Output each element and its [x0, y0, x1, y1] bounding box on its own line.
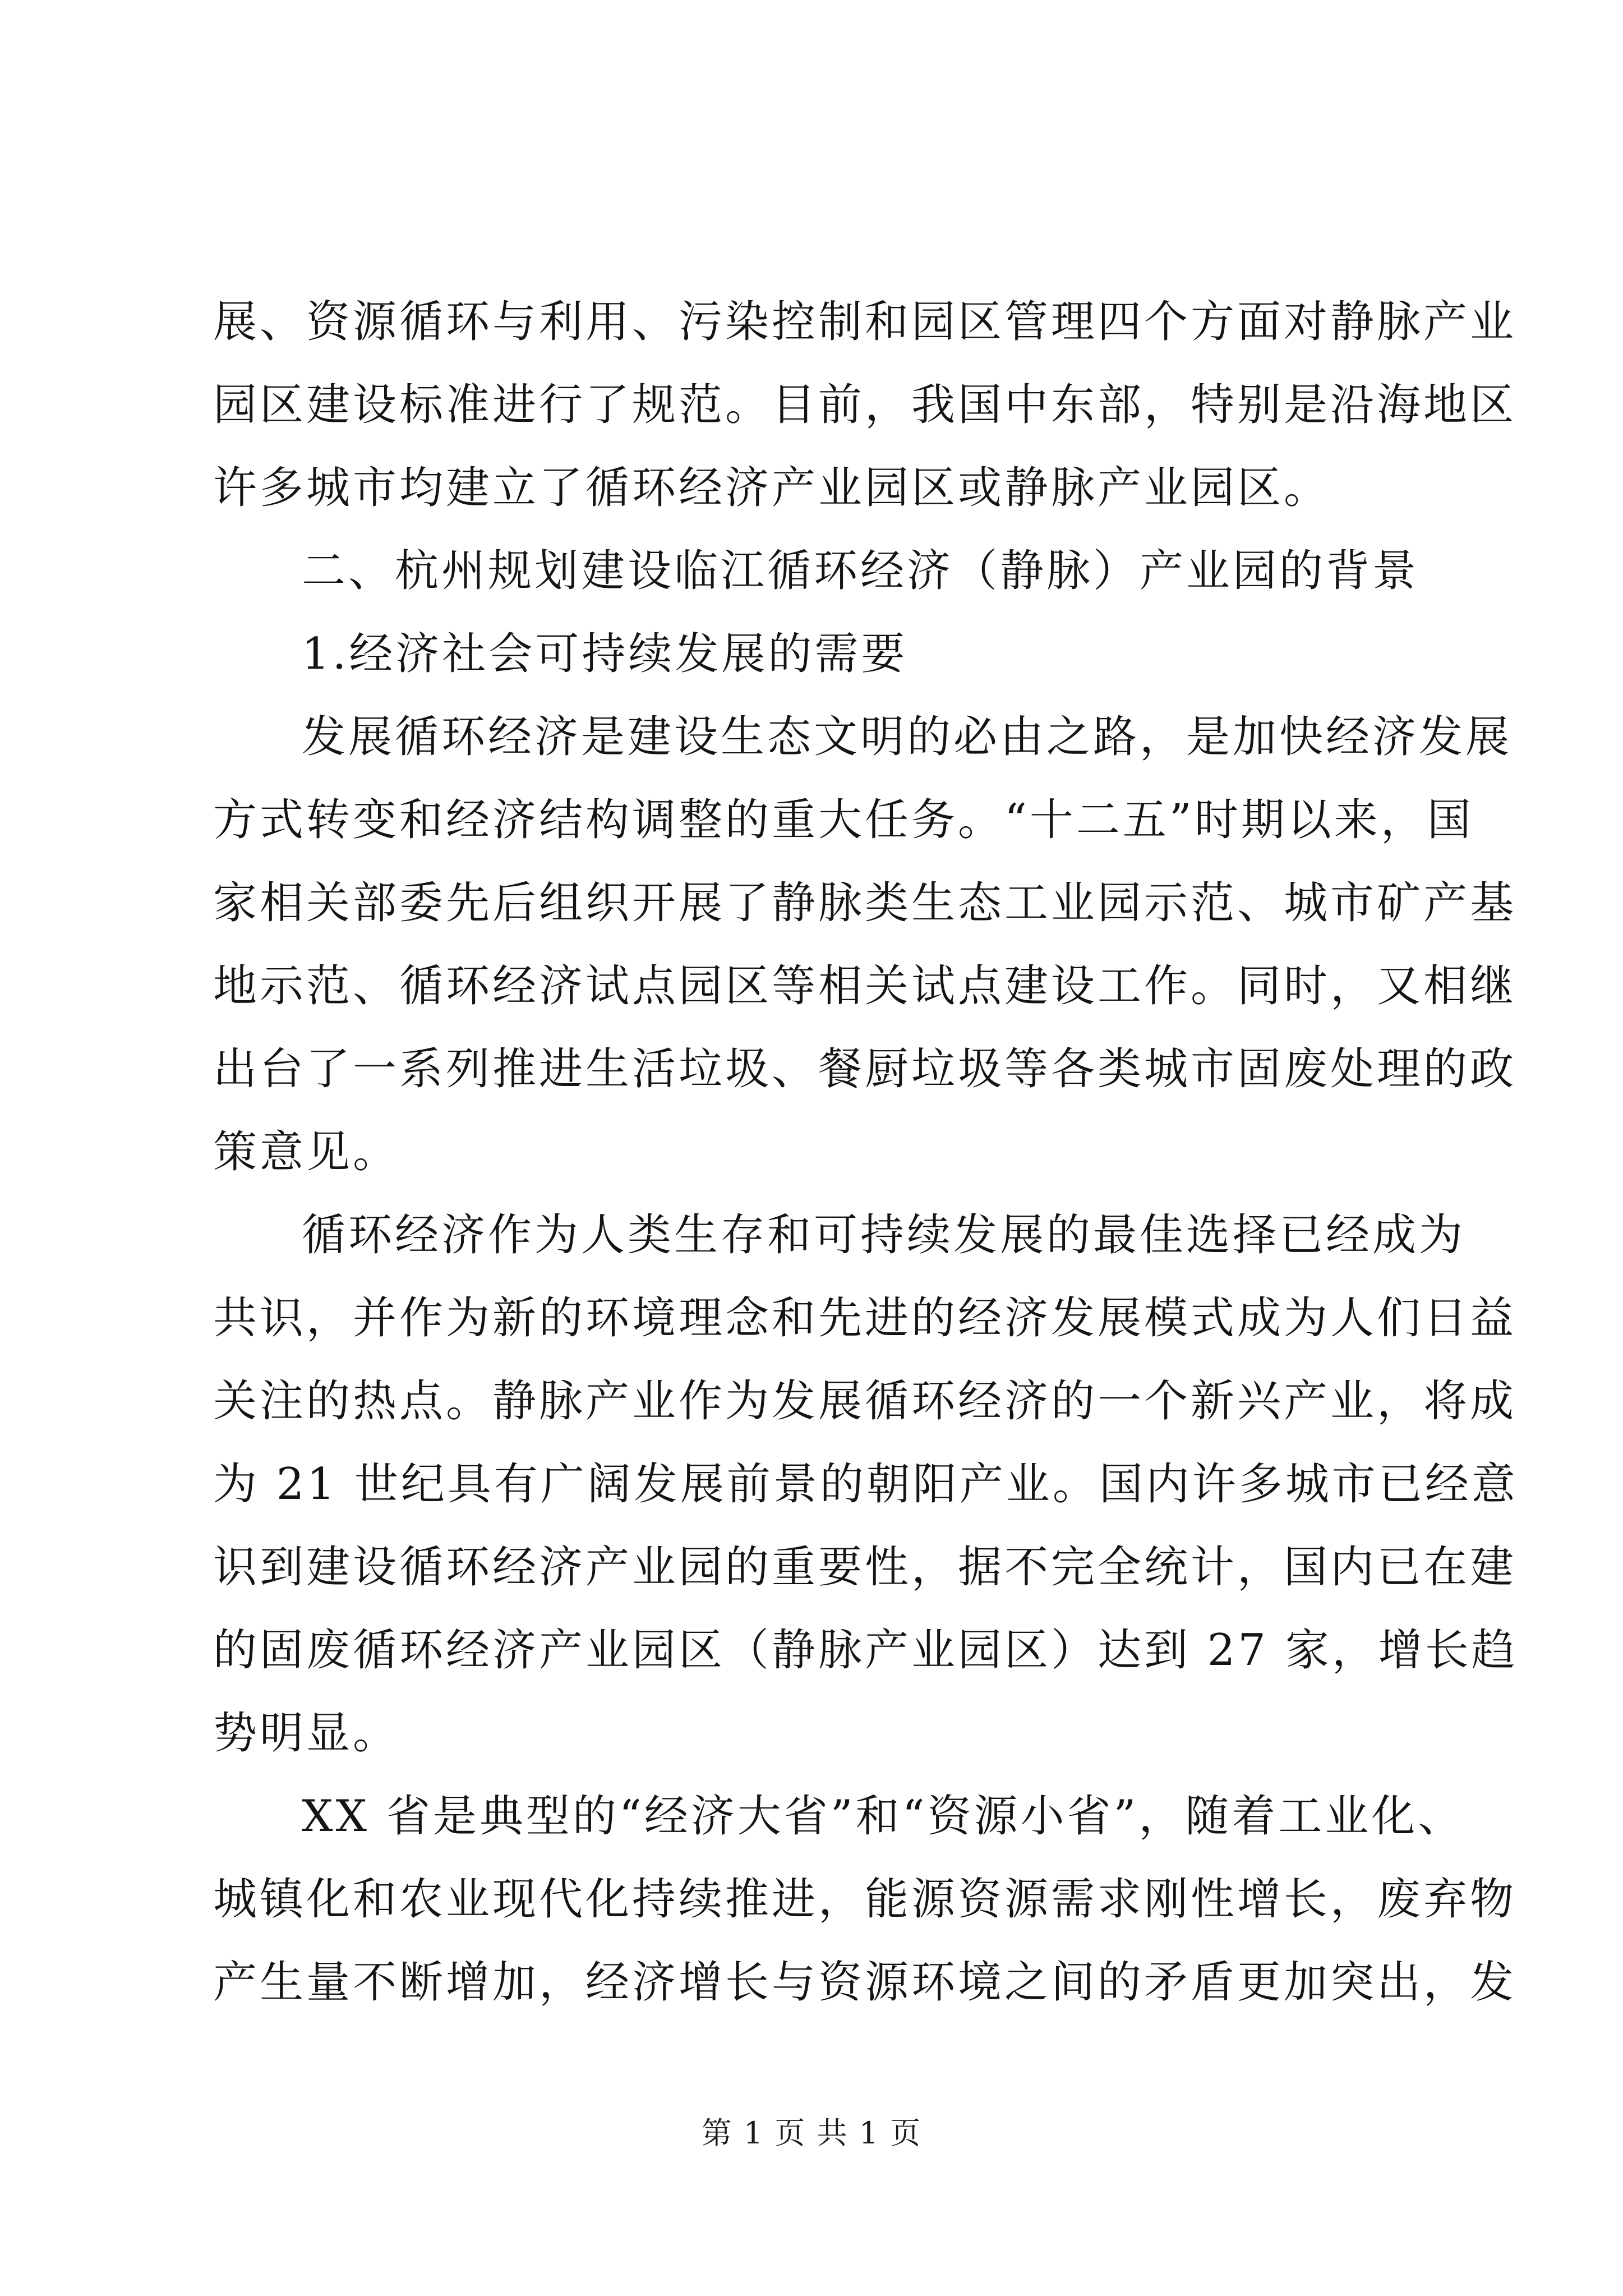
text-line: 策意见。 — [213, 1127, 400, 1177]
text-line: 共识，并作为新的环境理念和先进的经济发展模式成为人们日益 — [213, 1293, 1517, 1343]
paragraph-continuation — [213, 280, 1517, 530]
text-line: 识到建设循环经济产业园的重要性，据不完全统计，国内已在建 — [213, 1542, 1517, 1593]
text-line: 的固废循环经济产业园区（静脉产业园区）达到 27 家，增长趋 — [213, 1625, 1518, 1676]
text-line: 方式转变和经济结构调整的重大任务。“十二五”时期以来，国 — [213, 795, 1474, 845]
heading-line: 二、杭州规划建设临江循环经济（静脉）产业园的背景 — [302, 546, 1419, 596]
paragraph — [213, 696, 1517, 1194]
subsection-heading — [213, 613, 1424, 696]
paragraph — [213, 1775, 1517, 2024]
text-line: 展、资源循环与利用、污染控制和园区管理四个方面对静脉产业 — [213, 297, 1517, 347]
heading-line: 1.经济社会可持续发展的需要 — [302, 629, 908, 679]
text-line: 势明显。 — [213, 1708, 400, 1759]
text-line: 发展循环经济是建设生态文明的必由之路，是加快经济发展 — [302, 712, 1513, 762]
text-line: 城镇化和农业现代化持续推进，能源资源需求刚性增长，废弃物 — [213, 1874, 1517, 1925]
document-body — [213, 280, 1518, 2024]
text-line: 关注的热点。静脉产业作为发展循环经济的一个新兴产业，将成 — [213, 1376, 1517, 1427]
section-heading — [213, 530, 1424, 613]
text-line: 地示范、循环经济试点园区等相关试点建设工作。同时，又相继 — [213, 961, 1517, 1011]
text-line: 为 21 世纪具有广阔发展前景的朝阳产业。国内许多城市已经意 — [213, 1459, 1518, 1510]
text-line: 家相关部委先后组织开展了静脉类生态工业园示范、城市矿产基 — [213, 878, 1517, 928]
text-line: 出台了一系列推进生活垃圾、餐厨垃圾等各类城市固废处理的政 — [213, 1044, 1517, 1094]
page-footer — [0, 2114, 1623, 2153]
text-line: 园区建设标准进行了规范。目前，我国中东部，特别是沿海地区 — [213, 380, 1517, 430]
text-line: XX 省是典型的“经济大省”和“资源小省”，随着工业化、 — [302, 1791, 1465, 1842]
page-number-label: 第 1 页 共 1 页 — [701, 2115, 922, 2151]
text-line: 产生量不断增加，经济增长与资源环境之间的矛盾更加突出，发 — [213, 1957, 1517, 2008]
text-line: 许多城市均建立了循环经济产业园区或静脉产业园区。 — [213, 463, 1331, 513]
paragraph — [213, 1194, 1518, 1775]
text-line: 循环经济作为人类生存和可持续发展的最佳选择已经成为 — [302, 1210, 1466, 1260]
